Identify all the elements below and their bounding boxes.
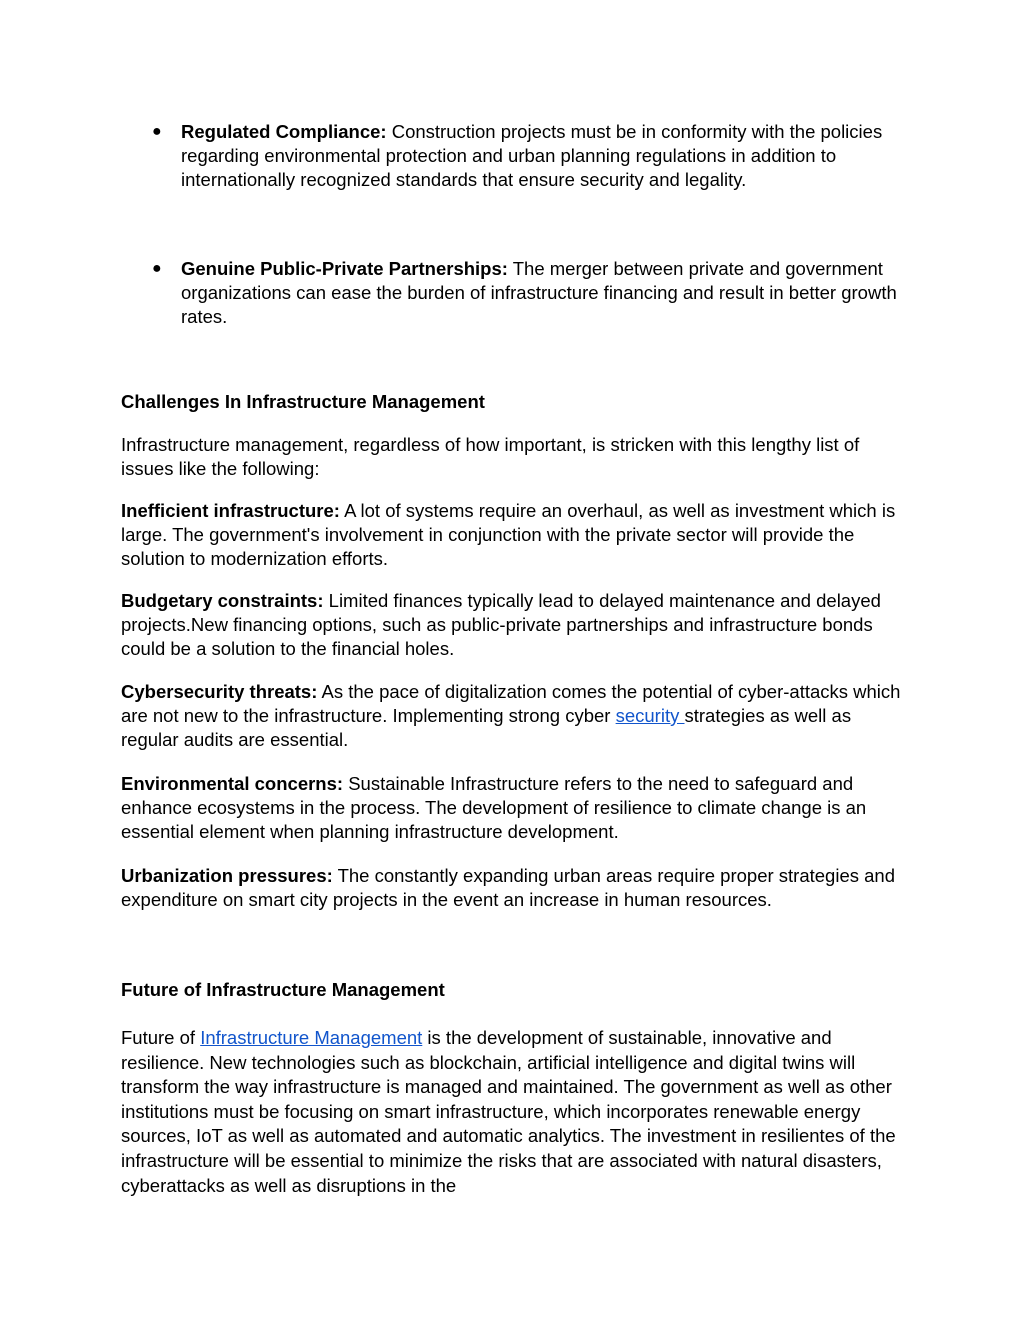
future-heading: Future of Infrastructure Management [121, 979, 445, 1000]
bullet-body: Construction projects must be in conformity with the policies regarding environmental protection and urban planning regulations in addition to internationally recognized standards that ensure security and legality. [181, 121, 883, 190]
bullet-text [181, 120, 911, 192]
bullet-body: The merger between private and government organizations can ease the burden of infrastructure financing and result in better growth rates. [181, 258, 897, 327]
bullet-dot-icon: ● [152, 260, 162, 277]
challenge-budgetary-constraints [121, 589, 911, 661]
future-body-before: Future of [121, 1027, 201, 1048]
challenge-body: A lot of systems require an overhaul, as well as investment which is large. The government's involvement in conjunction with the private sector will provide the solution to modernization efforts. [121, 500, 896, 569]
future-body-after: is the development of sustainable, innovative and resilience. New technologies such as blockchain, artificial intelligence and digital twins will transform the way infrastructure is managed and maintained. The government as well as other institutions must be focusing on smart infrastructure, which incorporates renewable energy sources, IoT as well as automated and automatic analytics. The investment in resilientes of the infrastructure will be essential to minimize the risks that are associated with natural disasters, cyberattacks as well as disruptions in the [121, 1027, 896, 1196]
future-paragraph [121, 1026, 911, 1198]
challenge-term: Environmental concerns: [121, 773, 344, 794]
challenge-term: Urbanization pressures: [121, 865, 333, 886]
challenge-body: Sustainable Infrastructure refers to the need to safeguard and enhance ecosystems in the process. The development of resilience to climate change is an essential element when planning infrastructure development. [121, 773, 867, 842]
bullet-term: Regulated Compliance: [181, 121, 387, 142]
challenge-body-after: strategies as well as regular audits are essential. [121, 705, 852, 750]
challenge-cybersecurity-threats [121, 680, 911, 752]
challenge-body-before: As the pace of digitalization comes the potential of cyber-attacks which are not new to the infrastructure. Implementing strong cyber [121, 681, 901, 726]
bullet-dot-icon: ● [152, 123, 162, 140]
challenge-urbanization-pressures [121, 864, 911, 912]
challenges-heading: Challenges In Infrastructure Management [121, 391, 485, 412]
challenge-term: Budgetary constraints: [121, 590, 324, 611]
challenges-intro: Infrastructure management, regardless of how important, is stricken with this lengthy list of issues like the following: [121, 434, 860, 479]
challenge-body: The constantly expanding urban areas require proper strategies and expenditure on smart city projects in the event an increase in human resources. [121, 865, 895, 910]
security-link[interactable]: security [615, 705, 685, 726]
challenge-environmental-concerns [121, 772, 911, 844]
bullet-regulated-compliance [152, 120, 912, 192]
bullet-text [181, 257, 911, 329]
challenge-inefficient-infrastructure [121, 499, 911, 571]
challenge-body: Limited finances typically lead to delayed maintenance and delayed projects.New financing options, such as public-private partnerships and infrastructure bonds could be a solution to the financial holes. [121, 590, 881, 659]
challenge-term: Inefficient infrastructure: [121, 500, 340, 521]
infrastructure-management-link[interactable]: Infrastructure Management [200, 1027, 423, 1048]
challenge-term: Cybersecurity threats: [121, 681, 318, 702]
bullet-term: Genuine Public-Private Partnerships: [181, 258, 508, 279]
bullet-public-private-partnerships [152, 257, 912, 329]
